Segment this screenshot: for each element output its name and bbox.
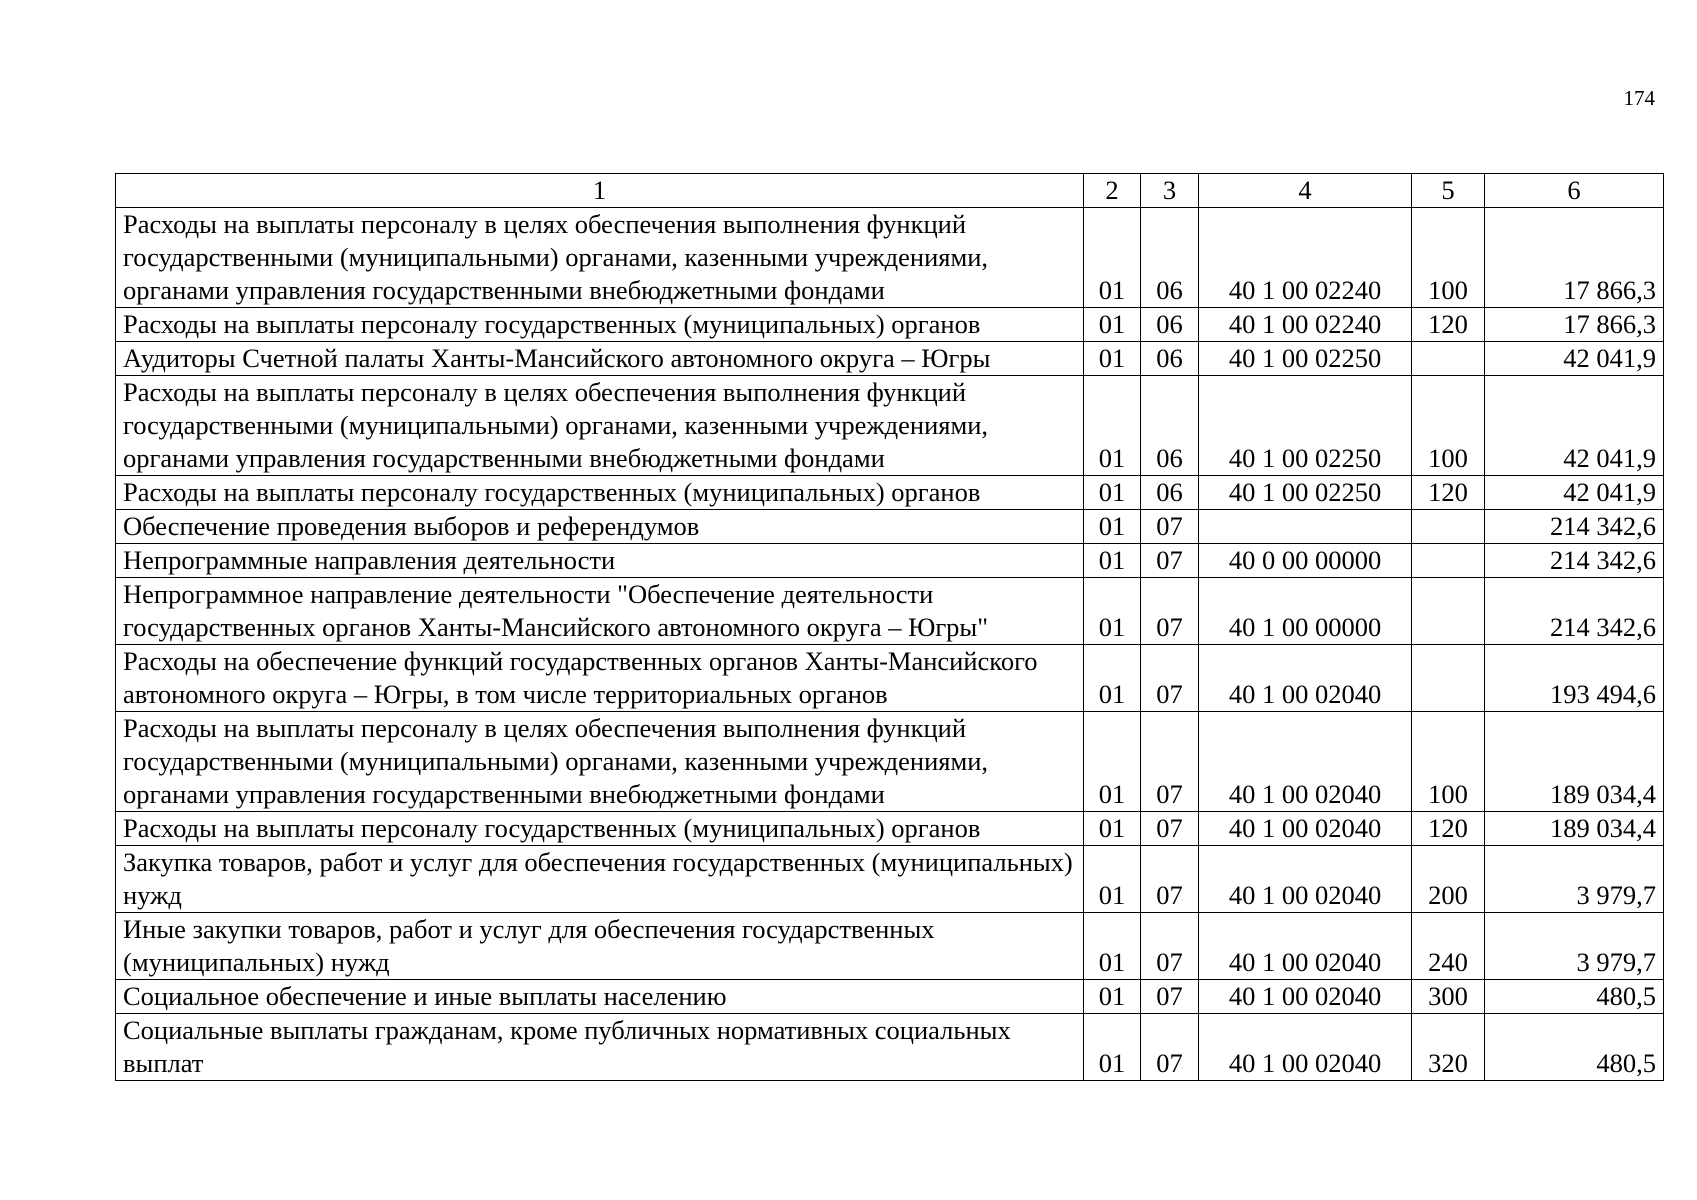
- item-name-cell: Непрограммное направление деятельности "Обеспечение деятельности государственных органов Ханты-Мансийского автономного округа – Югры": [116, 578, 1084, 645]
- subsection-code-cell: 07: [1141, 645, 1199, 712]
- amount-cell: 17 866,3: [1485, 208, 1664, 308]
- section-code-cell: 01: [1084, 812, 1141, 846]
- target-article-cell: [1199, 510, 1412, 544]
- amount-cell: 480,5: [1485, 1014, 1664, 1081]
- item-name-cell: Аудиторы Счетной палаты Ханты-Мансийского автономного округа – Югры: [116, 342, 1084, 376]
- item-name-cell: Расходы на обеспечение функций государственных органов Ханты-Мансийского автономного округа – Югры, в том числе территориальных органов: [116, 645, 1084, 712]
- table-header-row: [116, 174, 1664, 208]
- table-row: [116, 308, 1664, 342]
- target-article-cell: 40 1 00 00000: [1199, 578, 1412, 645]
- subsection-code-cell: 07: [1141, 980, 1199, 1014]
- table-row: [116, 645, 1664, 712]
- expense-type-cell: 120: [1412, 476, 1485, 510]
- subsection-code-cell: 06: [1141, 342, 1199, 376]
- item-name-cell: Социальное обеспечение и иные выплаты населению: [116, 980, 1084, 1014]
- table-row: [116, 812, 1664, 846]
- table-body: [116, 208, 1664, 1081]
- expense-type-cell: 320: [1412, 1014, 1485, 1081]
- page-number: 174: [1623, 86, 1655, 110]
- section-code-cell: 01: [1084, 645, 1141, 712]
- amount-cell: 3 979,7: [1485, 846, 1664, 913]
- table-row: [116, 208, 1664, 308]
- table-row: [116, 544, 1664, 578]
- subsection-code-cell: 07: [1141, 1014, 1199, 1081]
- expense-type-cell: 120: [1412, 308, 1485, 342]
- section-code-cell: 01: [1084, 342, 1141, 376]
- amount-cell: 193 494,6: [1485, 645, 1664, 712]
- section-code-cell: 01: [1084, 208, 1141, 308]
- table-row: [116, 342, 1664, 376]
- subsection-code-cell: 07: [1141, 578, 1199, 645]
- target-article-cell: 40 1 00 02250: [1199, 376, 1412, 476]
- expense-type-cell: 200: [1412, 846, 1485, 913]
- amount-cell: 3 979,7: [1485, 913, 1664, 980]
- target-article-cell: 40 1 00 02250: [1199, 476, 1412, 510]
- item-name-cell: Обеспечение проведения выборов и референдумов: [116, 510, 1084, 544]
- budget-table: [115, 173, 1664, 1081]
- subsection-code-cell: 06: [1141, 208, 1199, 308]
- amount-cell: 214 342,6: [1485, 544, 1664, 578]
- table-row: [116, 712, 1664, 812]
- subsection-code-cell: 07: [1141, 812, 1199, 846]
- section-code-cell: 01: [1084, 476, 1141, 510]
- section-code-cell: 01: [1084, 308, 1141, 342]
- expense-type-cell: 300: [1412, 980, 1485, 1014]
- item-name-cell: Иные закупки товаров, работ и услуг для обеспечения государственных (муниципальных) нужд: [116, 913, 1084, 980]
- item-name-cell: Расходы на выплаты персоналу государственных (муниципальных) органов: [116, 812, 1084, 846]
- item-name-cell: Закупка товаров, работ и услуг для обеспечения государственных (муниципальных) нужд: [116, 846, 1084, 913]
- expense-type-cell: [1412, 342, 1485, 376]
- item-name-cell: Расходы на выплаты персоналу государственных (муниципальных) органов: [116, 308, 1084, 342]
- target-article-cell: 40 1 00 02040: [1199, 1014, 1412, 1081]
- amount-cell: 189 034,4: [1485, 812, 1664, 846]
- table-row: [116, 1014, 1664, 1081]
- column-header: 5: [1412, 174, 1485, 208]
- target-article-cell: 40 1 00 02040: [1199, 913, 1412, 980]
- section-code-cell: 01: [1084, 510, 1141, 544]
- subsection-code-cell: 07: [1141, 510, 1199, 544]
- subsection-code-cell: 06: [1141, 308, 1199, 342]
- table-row: [116, 510, 1664, 544]
- expense-type-cell: [1412, 544, 1485, 578]
- subsection-code-cell: 07: [1141, 544, 1199, 578]
- item-name-cell: Непрограммные направления деятельности: [116, 544, 1084, 578]
- table-row: [116, 980, 1664, 1014]
- section-code-cell: 01: [1084, 712, 1141, 812]
- subsection-code-cell: 06: [1141, 376, 1199, 476]
- section-code-cell: 01: [1084, 544, 1141, 578]
- item-name-cell: Расходы на выплаты персоналу в целях обеспечения выполнения функций государственными (муниципальными) органами, казенными учреждениями, органами управления государственными внебюджетными фондами: [116, 208, 1084, 308]
- expense-type-cell: [1412, 510, 1485, 544]
- item-name-cell: Расходы на выплаты персоналу в целях обеспечения выполнения функций государственными (муниципальными) органами, казенными учреждениями, органами управления государственными внебюджетными фондами: [116, 712, 1084, 812]
- expense-type-cell: 120: [1412, 812, 1485, 846]
- expense-type-cell: 100: [1412, 208, 1485, 308]
- target-article-cell: 40 0 00 00000: [1199, 544, 1412, 578]
- expense-type-cell: [1412, 578, 1485, 645]
- section-code-cell: 01: [1084, 913, 1141, 980]
- amount-cell: 42 041,9: [1485, 342, 1664, 376]
- subsection-code-cell: 07: [1141, 913, 1199, 980]
- subsection-code-cell: 06: [1141, 476, 1199, 510]
- target-article-cell: 40 1 00 02040: [1199, 846, 1412, 913]
- amount-cell: 17 866,3: [1485, 308, 1664, 342]
- column-header: 2: [1084, 174, 1141, 208]
- amount-cell: 42 041,9: [1485, 376, 1664, 476]
- expense-type-cell: 100: [1412, 376, 1485, 476]
- section-code-cell: 01: [1084, 1014, 1141, 1081]
- amount-cell: 189 034,4: [1485, 712, 1664, 812]
- target-article-cell: 40 1 00 02040: [1199, 645, 1412, 712]
- table-row: [116, 578, 1664, 645]
- expense-type-cell: [1412, 645, 1485, 712]
- item-name-cell: Расходы на выплаты персоналу в целях обеспечения выполнения функций государственными (муниципальными) органами, казенными учреждениями, органами управления государственными внебюджетными фондами: [116, 376, 1084, 476]
- item-name-cell: Социальные выплаты гражданам, кроме публичных нормативных социальных выплат: [116, 1014, 1084, 1081]
- section-code-cell: 01: [1084, 578, 1141, 645]
- expense-type-cell: 100: [1412, 712, 1485, 812]
- section-code-cell: 01: [1084, 980, 1141, 1014]
- target-article-cell: 40 1 00 02250: [1199, 342, 1412, 376]
- table-row: [116, 376, 1664, 476]
- column-header: 4: [1199, 174, 1412, 208]
- item-name-cell: Расходы на выплаты персоналу государственных (муниципальных) органов: [116, 476, 1084, 510]
- column-header: 3: [1141, 174, 1199, 208]
- table-row: [116, 913, 1664, 980]
- target-article-cell: 40 1 00 02040: [1199, 712, 1412, 812]
- amount-cell: 214 342,6: [1485, 578, 1664, 645]
- target-article-cell: 40 1 00 02240: [1199, 308, 1412, 342]
- expense-type-cell: 240: [1412, 913, 1485, 980]
- table-row: [116, 846, 1664, 913]
- amount-cell: 42 041,9: [1485, 476, 1664, 510]
- table-row: [116, 476, 1664, 510]
- target-article-cell: 40 1 00 02240: [1199, 208, 1412, 308]
- column-header: 6: [1485, 174, 1664, 208]
- section-code-cell: 01: [1084, 846, 1141, 913]
- column-header: 1: [116, 174, 1084, 208]
- subsection-code-cell: 07: [1141, 712, 1199, 812]
- target-article-cell: 40 1 00 02040: [1199, 812, 1412, 846]
- amount-cell: 214 342,6: [1485, 510, 1664, 544]
- amount-cell: 480,5: [1485, 980, 1664, 1014]
- target-article-cell: 40 1 00 02040: [1199, 980, 1412, 1014]
- subsection-code-cell: 07: [1141, 846, 1199, 913]
- section-code-cell: 01: [1084, 376, 1141, 476]
